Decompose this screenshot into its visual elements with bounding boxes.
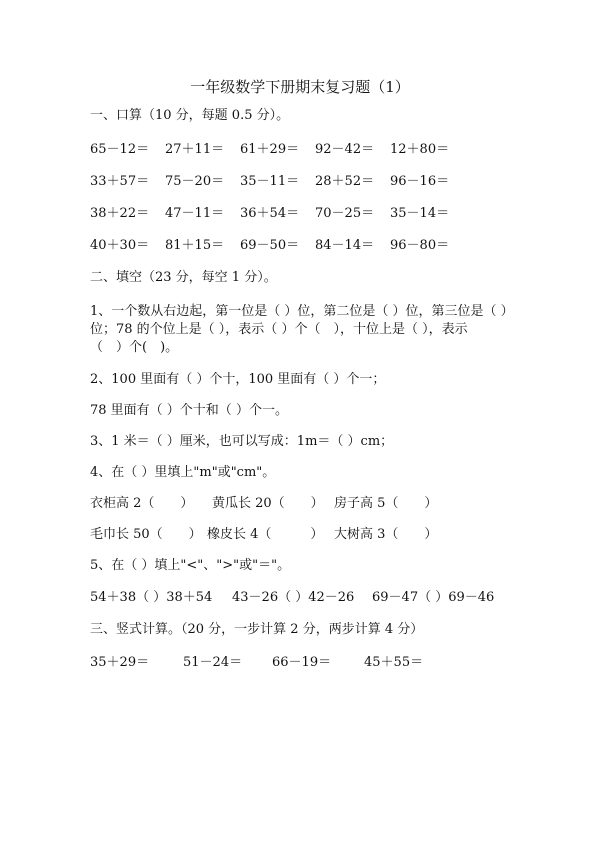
column-calc-item: 45＋55＝	[364, 655, 424, 670]
math-item: 70－25＝	[315, 206, 375, 221]
compare-item: 54＋38（ ）38＋54	[90, 590, 213, 605]
math-item: 61＋29＝	[240, 142, 300, 157]
math-item: 40＋30＝	[90, 238, 150, 253]
math-item: 36＋54＝	[240, 206, 300, 221]
question-1-line-3: （ ）个( )。	[90, 340, 179, 355]
math-item: 75－20＝	[165, 174, 225, 189]
column-calc-item: 51－24＝	[183, 655, 243, 670]
math-item: 84－14＝	[315, 238, 375, 253]
section1-heading: 一、口算（10 分，每题 0.5 分）。	[90, 108, 290, 123]
math-item: 33＋57＝	[90, 174, 150, 189]
math-item: 38＋22＝	[90, 206, 150, 221]
unit-item: 毛巾长 50（ ）	[90, 527, 202, 542]
unit-item: 衣柜高 2（ ）	[90, 496, 194, 511]
math-item: 81＋15＝	[165, 238, 225, 253]
math-item: 65－12＝	[90, 142, 150, 157]
question-3: 3、1 米＝（ ）厘米，也可以写成：1m＝（ ）cm；	[90, 434, 394, 449]
question-1-line-1: 1、一个数从右边起，第一位是（ ）位，第二位是（ ）位，第三位是（ ）	[90, 304, 514, 319]
section2-heading: 二、填空（23 分，每空 1 分）。	[90, 270, 277, 285]
math-item: 92－42＝	[315, 142, 375, 157]
unit-item: 黄瓜长 20（ ）	[212, 496, 324, 511]
math-item: 35－14＝	[390, 206, 450, 221]
math-item: 69－50＝	[240, 238, 300, 253]
math-item: 47－11＝	[165, 206, 225, 221]
question-5: 5、在（ ）填上"<"、">"或"＝"。	[90, 558, 291, 573]
question-1-line-2: 位；78 的个位上是（ ），表示（ ）个（ ），十位上是（ ），表示	[90, 322, 468, 337]
math-item: 28＋52＝	[315, 174, 375, 189]
compare-item: 43－26（ ）42－26	[232, 590, 355, 605]
column-calc-item: 66－19＝	[272, 655, 332, 670]
column-calc-item: 35＋29＝	[90, 655, 150, 670]
math-item: 96－16＝	[390, 174, 450, 189]
math-item: 27＋11＝	[165, 142, 225, 157]
unit-item: 大树高 3（ ）	[334, 527, 438, 542]
section3-heading: 三、竖式计算。（20 分，一步计算 2 分，两步计算 4 分）	[90, 622, 424, 637]
compare-item: 69－47（ ）69－46	[372, 590, 495, 605]
page-title: 一年级数学下册期末复习题（1）	[190, 78, 410, 96]
unit-item: 房子高 5（ ）	[334, 496, 438, 511]
math-item: 35－11＝	[240, 174, 300, 189]
question-4: 4、在（ ）里填上"m"或"cm"。	[90, 465, 276, 480]
math-item: 12＋80＝	[390, 142, 450, 157]
question-2-line-1: 2、100 里面有（ ）个十，100 里面有（ ）个一；	[90, 372, 386, 387]
math-item: 96－80＝	[390, 238, 450, 253]
question-2-line-2: 78 里面有（ ）个十和（ ）个一。	[90, 403, 288, 418]
unit-item: 橡皮长 4（ ）	[207, 527, 324, 542]
